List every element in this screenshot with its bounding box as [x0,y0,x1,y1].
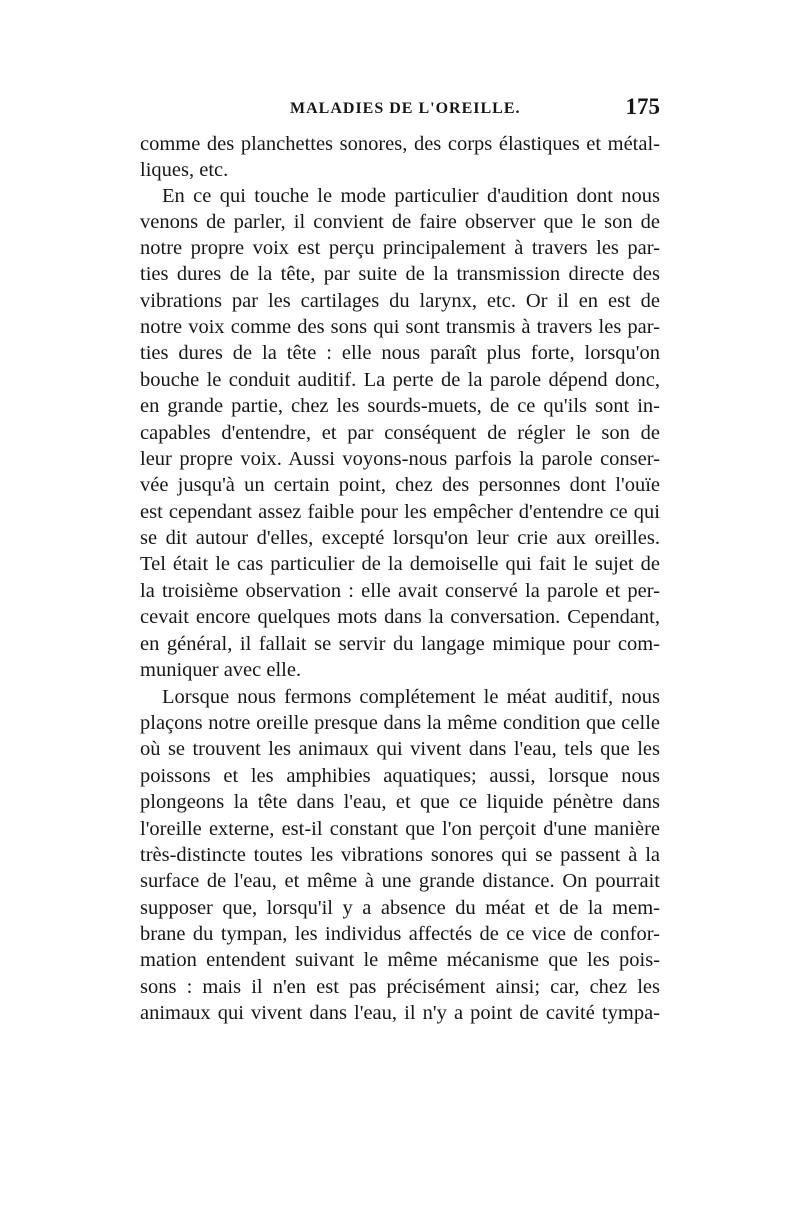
text-line: comme des planchettes sonores, des corps élastiques et métal- [140,133,660,155]
text-line: animaux qui vivent dans l'eau, il n'y a point de cavité tympa- [140,1002,660,1024]
text-line: Lorsque nous fermons complétement le méat auditif, nous [162,686,660,708]
running-header [140,96,660,126]
text-line: brane du tympan, les individus affectés de ce vice de confor- [140,923,660,945]
text-line: sons : mais il n'en est pas précisément ainsi; car, chez les [140,976,660,998]
text-line: très-distincte toutes les vibrations sonores qui se passent à la [140,844,660,866]
text-line: plaçons notre oreille presque dans la même condition que celle [140,712,660,734]
text-line: plongeons la tête dans l'eau, et que ce liquide pénètre dans [140,791,660,813]
text-line: bouche le conduit auditif. La perte de la parole dépend donc, [140,369,660,391]
text-line: vibrations par les cartilages du larynx, etc. Or il en est de [140,290,660,312]
text-line: ties dures de la tête, par suite de la transmission directe des [140,263,660,285]
text-line: mation entendent suivant le même mécanisme que les pois- [140,949,660,971]
text-line: se dit autour d'elles, excepté lorsqu'on leur crie aux oreilles. [140,527,660,549]
text-line: en grande partie, chez les sourds-muets, de ce qu'ils sont in- [140,395,660,417]
text-line: notre propre voix est perçu principalement à travers les par- [140,237,660,259]
text-line: muniquer avec elle. [140,659,302,681]
text-line: est cependant assez faible pour les empêcher d'entendre ce qui [140,501,660,523]
text-line: Tel était le cas particulier de la demoiselle qui fait le sujet de [140,553,660,575]
text-line: liques, etc. [140,159,229,181]
text-line: surface de l'eau, et même à une grande distance. On pourrait [140,870,660,892]
text-line: poissons et les amphibies aquatiques; aussi, lorsque nous [140,765,660,787]
text-line: ties dures de la tête : elle nous paraît plus forte, lorsqu'on [140,342,660,364]
text-line: notre voix comme des sons qui sont transmis à travers les par- [140,316,660,338]
text-line: capables d'entendre, et par conséquent de régler le son de [140,422,660,444]
text-line: où se trouvent les animaux qui vivent dans l'eau, tels que les [140,738,660,760]
text-line: En ce qui touche le mode particulier d'audition dont nous [162,185,660,207]
text-line: leur propre voix. Aussi voyons-nous parfois la parole conser- [140,448,660,470]
page-number: 175 [625,94,660,119]
text-line: supposer que, lorsqu'il y a absence du méat et de la mem- [140,897,660,919]
text-line: en général, il fallait se servir du langage mimique pour com- [140,633,660,655]
running-title: MALADIES DE L'OREILLE. [290,100,521,117]
text-line: cevait encore quelques mots dans la conversation. Cependant, [140,606,660,628]
text-line: vée jusqu'à un certain point, chez des personnes dont l'ouïe [140,474,660,496]
text-line: la troisième observation : elle avait conservé la parole et per- [140,580,660,602]
text-line: venons de parler, il convient de faire observer que le son de [140,211,660,233]
text-line: l'oreille externe, est-il constant que l'on perçoit d'une manière [140,818,660,840]
